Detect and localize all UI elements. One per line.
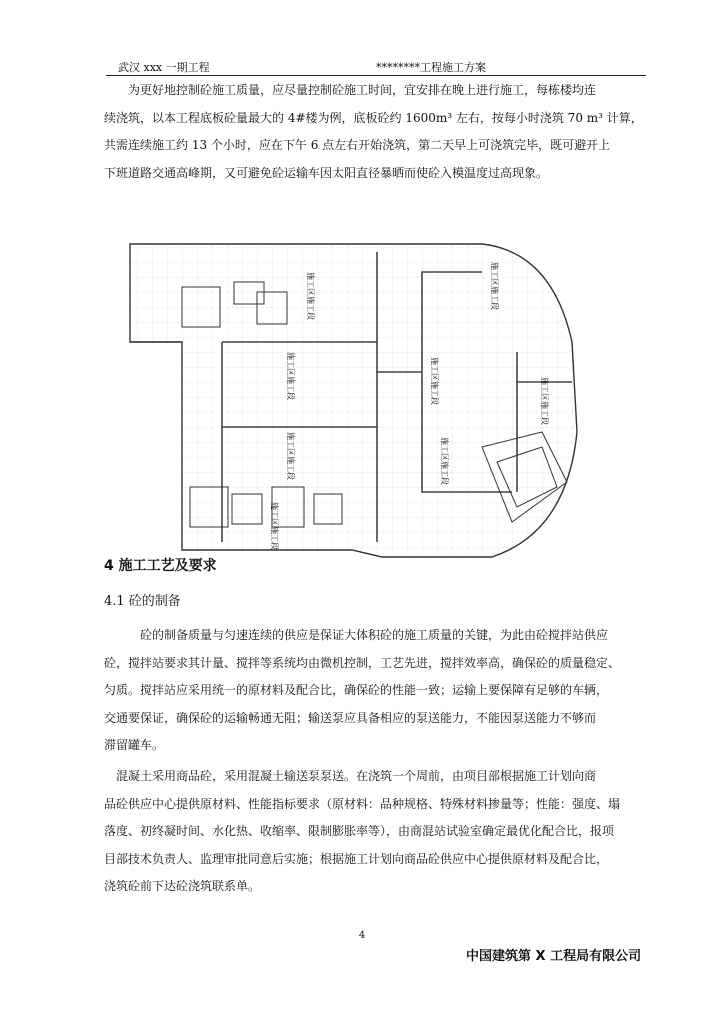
page-header-title: ********工程施工方案 [376, 61, 486, 74]
building-outline [130, 244, 577, 557]
text-line: 滞留罐车。 [104, 738, 165, 752]
section-4-1-heading: 4.1 砼的制备 [104, 594, 181, 609]
text-line: 续浇筑，以本工程底板砼量最大的 4#楼为例，底板砼约 1600m³ 左右，按每小时浇筑 70 m³ 计算， [104, 110, 643, 125]
text-line: 品砼供应中心提供原材料、性能指标要求（原材料：品种规格、特殊材料掺量等；性能：强度、塌 [104, 796, 621, 811]
zone-label: 施工区施工段 [440, 437, 449, 485]
page-number: 4 [358, 930, 366, 941]
zone-label: 施工区施工段 [270, 502, 279, 550]
text-line: 共需连续施工约 13 个小时，应在下午 6 点左右开始浇筑，第二天早上可浇筑完毕，既可避开上 [104, 138, 611, 152]
text-line: 浇筑砼前下达砼浇筑联系单。 [104, 879, 261, 893]
section-4-heading: 4 施工工艺及要求 [104, 558, 217, 574]
company-name: 中国建筑第 X 工程局有限公司 [466, 949, 642, 964]
zone-label: 施工区施工段 [306, 272, 315, 320]
concrete-prep-paragraph [104, 622, 644, 760]
zone-label: 施工区施工段 [286, 432, 295, 480]
text-line: 下班道路交通高峰期，又可避免砼运输车因太阳直径暴晒而使砼入模温度过高现象。 [104, 165, 549, 180]
zone-label: 施工区施工段 [430, 357, 439, 405]
zone-label: 施工区施工段 [286, 352, 295, 400]
text-line: 落度、初终凝时间、水化热、收缩率、限制膨胀率等），由商混站试验室确定最优化配合比，报项 [104, 824, 615, 838]
page-header-project: 武汉 xxx 一期工程 [118, 61, 210, 74]
zone-label: 施工区施工段 [540, 377, 549, 425]
zone-label: 施工区施工段 [490, 262, 499, 310]
header-rule [106, 75, 646, 76]
intro-paragraph [104, 77, 644, 187]
text-line: 为更好地控制砼施工质量，应尽量控制砼施工时间，宜安排在晚上进行施工，每栋楼均连 [128, 83, 597, 97]
text-line: 混凝土采用商品砼，采用混凝土输送泵泵送。在浇筑一个周前，由项目部根据施工计划向商 [116, 769, 597, 783]
text-line: 匀质。搅拌站应采用统一的原材料及配合比，确保砼的性能一致；运输上要保障有足够的车辆， [104, 683, 609, 697]
text-line: 砼的制备质量与匀速连续的供应是保证大体积砼的施工质量的关键，为此由砼搅拌站供应 [140, 628, 609, 642]
commercial-concrete-paragraph [104, 763, 644, 901]
text-line: 目部技术负责人、监理审批同意后实施；根据施工计划向商品砼供应中心提供原材料及配合比， [104, 851, 609, 866]
text-line: 砼，搅拌站要求其计量、搅拌等系统均由微机控制，工艺先进，搅拌效率高，确保砼的质量稳定、 [104, 655, 621, 670]
text-line: 交通要保证，确保砼的运输畅通无阻；输送泵应具备相应的泵送能力，不能因泵送能力不够而 [104, 710, 597, 725]
floor-plan-drawing [122, 232, 584, 564]
